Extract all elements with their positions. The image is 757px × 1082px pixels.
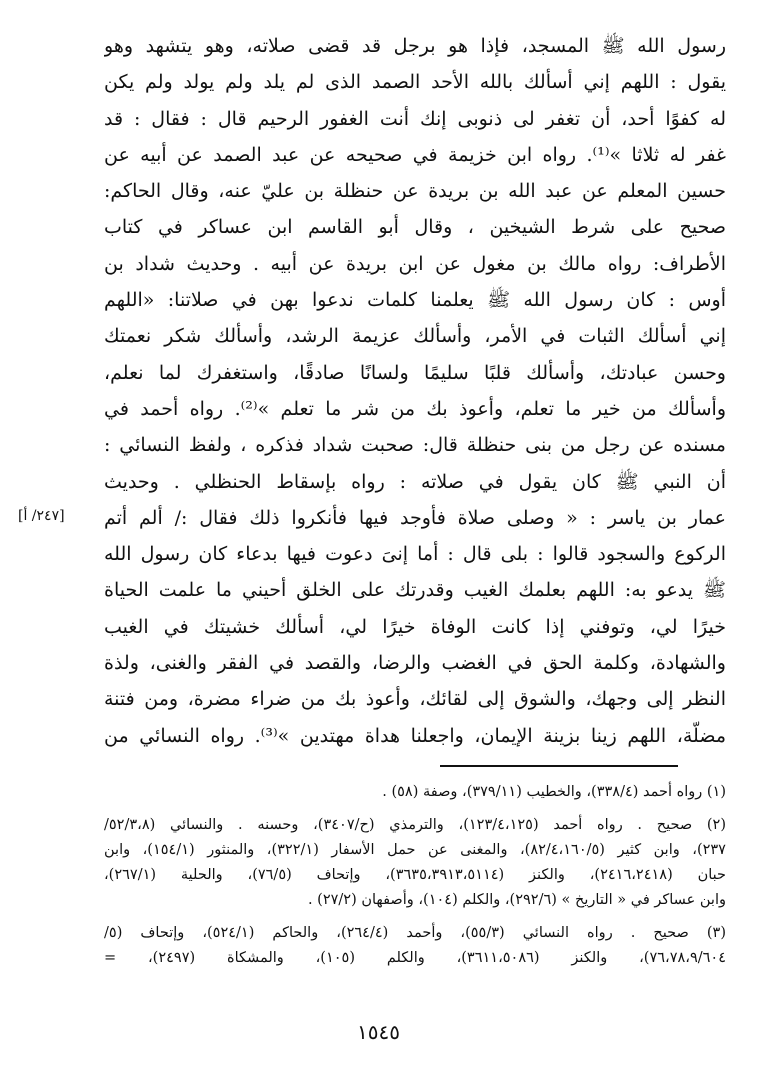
text-line: له كفوًا أحد، أن تغفر لى ذنوبى إنك أنت الغفور الرحيم قال : فقال : قد <box>104 107 726 130</box>
text-line: خيرًا لي، وتوفني إذا كانت الوفاة خيرًا لي، أسألك خشيتك في الغيب <box>104 615 726 638</box>
footnote-line: (٢) صحيح . رواه أحمد (١٢٣/٤،١٢٥)، والترمذي (ح/٣٤٠٧)، وحسنه . والنسائي (٥٢/٣،٨/ <box>104 817 726 833</box>
footnote-line: حبان (٢٤١٦،٢٤١٨)، والكنز (٣٦٣٥،٣٩١٣،٥١١٤)، وإتحاف (٧٦/٥)، والحلية (٢٦٧/١)، <box>104 867 726 883</box>
footnote-line: (٣) صحيح . رواه النسائي (٥٥/٣)، وأحمد (٢٦٤/٤)، والحاكم (٥٢٤/١)، وإتحاف (٥/ <box>104 925 726 941</box>
footnote-1 <box>104 780 726 805</box>
footnote-line: وابن عساكر في « التاريخ » (٢٩٢/٦)، والكلم (١٠٤)، وأصفهان (٢٧/٢) . <box>307 892 726 908</box>
text-line: أن النبي ﷺ كان يقول في صلاته : رواه بإسقاط الحنظلي . وحديث <box>104 470 726 493</box>
text-line: غفر له ثلاثا »⁽¹⁾. رواه ابن خزيمة في صحيحه عن عبد الصمد عن أبيه عن <box>104 143 726 166</box>
text-line: ﷺ يدعو به: اللهم بعلمك الغيب وقدرتك على الخلق أحيني ما علمت الحياة <box>104 579 726 602</box>
footnote-line: (١) رواه أحمد (٣٣٨/٤)، والخطيب (٣٧٩/١١)، وصفة (٥٨) . <box>382 784 726 800</box>
footnote-line: ٧٦،٧٨،٩/٦٠٤)، والكنز (٣٦١١،٥٠٨٦)، والكلم (١٠٥)، والمشكاة (٢٤٩٧)، = <box>104 950 726 966</box>
main-text <box>104 28 726 754</box>
text-line: عمار بن ياسر : « وصلى صلاة فأوجد فيها فأنكروا ذلك فقال :/ ألم أتم <box>104 506 726 529</box>
manuscript-folio-note: [٢٤٧/ أ] <box>18 508 65 524</box>
footnote-2 <box>104 813 726 913</box>
text-line: الأطراف: رواه مالك بن مغول عن ابن بريدة عن أبيه . وحديث شداد بن <box>104 252 726 275</box>
footnote-3 <box>104 921 726 971</box>
text-line: صحيح على شرط الشيخين ، وقال أبو القاسم ابن عساكر في كتاب <box>104 216 726 239</box>
text-line: يقول : اللهم إني أسألك بالله الأحد الصمد الذى لم يلد ولم يولد ولم يكن <box>104 71 726 94</box>
text-line: وأسألك من خير ما تعلم، وأعوذ بك من شر ما تعلم »⁽²⁾. رواه أحمد في <box>104 397 726 420</box>
footnote-separator <box>440 765 678 767</box>
text-line: الركوع والسجود قالوا : بلى قال : أما إنىَ دعوت فيها بدعاء كان رسول الله <box>104 543 726 566</box>
text-line: مسنده عن رجل من بنى حنظلة قال: صحبت شداد فذكره ، ولفظ النسائي : <box>104 434 726 457</box>
page-number: ١٥٤٥ <box>357 1020 400 1044</box>
text-line: النظر إلى وجهك، والشوق إلى لقائك، وأعوذ بك من ضراء مضرة، ومن فتنة <box>104 688 726 711</box>
footnote-line: ٢٣٧)، وابن كثير (٨٢/٤،١٦٠/٥)، والمغنى عن حمل الأسفار (٣٢٢/١)، والمنثور (١٥٤/١)، وابن <box>104 842 726 858</box>
footnotes <box>104 780 726 979</box>
text-line: إني أسألك الثبات في الأمر، وأسألك عزيمة الرشد، وأسألك شكر نعمتك <box>104 325 726 348</box>
text-line: رسول الله ﷺ المسجد، فإذا هو برجل قد قضى صلاته، وهو يتشهد وهو <box>104 35 726 57</box>
text-line: وحسن عبادتك، وأسألك قلبًا سليمًا ولسانًا صادقًا، واستغفرك لما نعلم، <box>104 361 726 384</box>
text-line: مضلّة، اللهم زينا بزينة الإيمان، واجعلنا هداة مهتدين »⁽³⁾. رواه النسائي من <box>104 724 726 747</box>
text-line: حسين المعلم عن عبد الله بن بريدة عن حنظلة بن عليّ عنه، وقال الحاكم: <box>104 180 726 203</box>
text-line: أوس : كان رسول الله ﷺ يعلمنا كلمات ندعوا بهن في صلاتنا: «اللهم <box>104 289 726 312</box>
text-line: والشهادة، وكلمة الحق في الغضب والرضا، والقصد في الفقر والغنى، ولذة <box>104 652 726 675</box>
